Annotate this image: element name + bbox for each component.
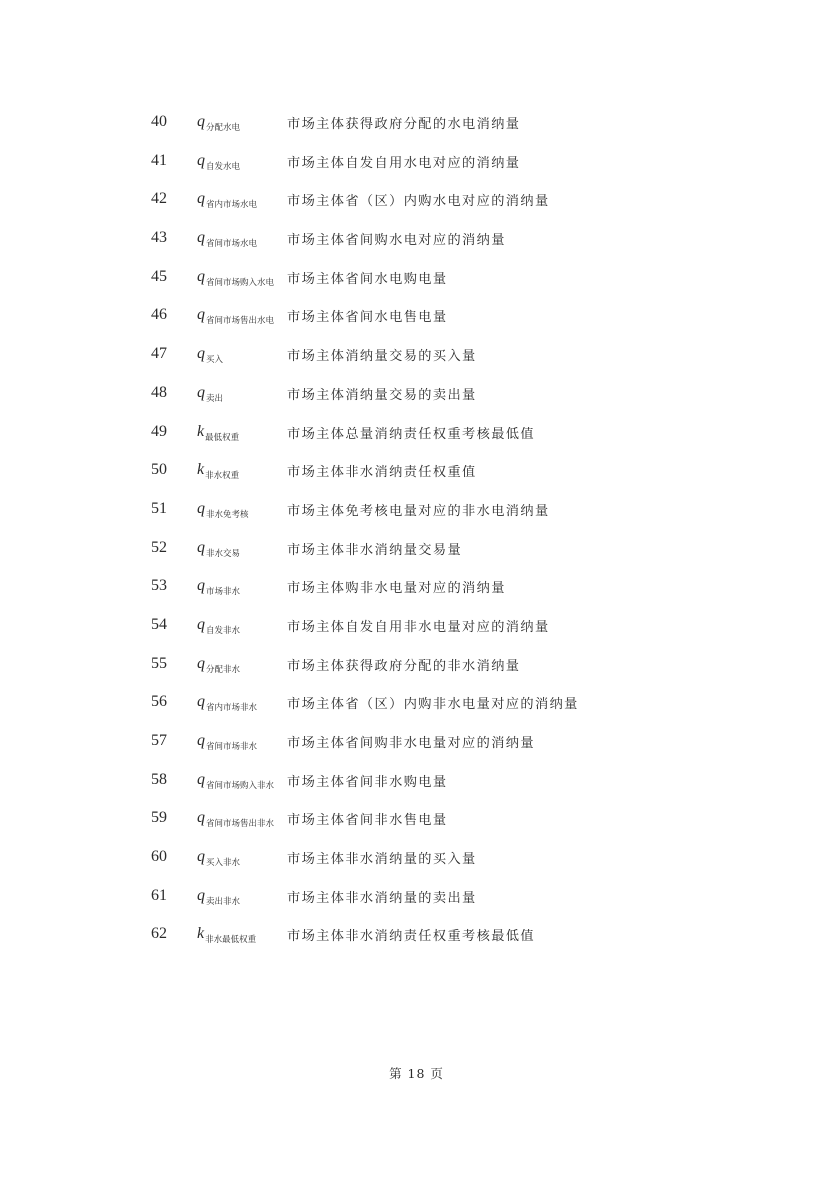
symbol-subscript: 省间市场购入非水 — [206, 780, 275, 791]
table-row — [0, 451, 833, 490]
symbol-base: q — [197, 770, 205, 788]
symbol-base: q — [197, 306, 205, 324]
table-row — [0, 645, 833, 684]
variable-symbol — [197, 152, 240, 170]
row-number: 48 — [151, 383, 167, 401]
row-number: 54 — [151, 615, 167, 633]
variable-symbol — [197, 423, 239, 441]
row-number: 40 — [151, 113, 167, 130]
symbol-subscript: 非水免考核 — [206, 509, 249, 520]
table-row — [0, 374, 833, 413]
symbol-base: q — [197, 693, 205, 711]
row-number: 60 — [151, 848, 167, 866]
variable-description: 市场主体省间水电购电量 — [287, 271, 448, 287]
variable-symbol — [197, 190, 258, 211]
symbol-subscript: 市场非水 — [206, 587, 241, 598]
symbol-base: q — [197, 499, 205, 517]
row-number: 53 — [151, 577, 167, 595]
variable-description: 市场主体省间非水售电量 — [287, 813, 448, 829]
variable-description: 市场主体消纳量交易的卖出量 — [287, 387, 477, 403]
row-number: 52 — [151, 538, 167, 556]
variable-symbol — [197, 577, 241, 598]
table-row — [0, 915, 833, 954]
symbol-base: q — [197, 615, 205, 633]
variable-symbol — [197, 229, 258, 250]
variable-symbol — [197, 384, 223, 402]
table-row — [0, 219, 833, 258]
variable-symbol — [197, 848, 241, 869]
variable-description: 市场主体省间水电售电量 — [287, 310, 448, 326]
symbol-base: q — [197, 113, 205, 130]
table-row — [0, 490, 833, 529]
symbol-subscript: 非水最低权重 — [205, 935, 257, 946]
row-number: 55 — [151, 654, 167, 672]
variable-symbol — [197, 771, 274, 789]
variable-description: 市场主体省间非水购电量 — [287, 774, 448, 790]
symbol-subscript: 省内市场水电 — [206, 200, 258, 211]
symbol-base: q — [197, 229, 205, 247]
table-row — [0, 103, 833, 142]
row-number: 61 — [151, 886, 167, 904]
row-number: 42 — [151, 190, 167, 208]
variable-description: 市场主体消纳量交易的买入量 — [287, 349, 477, 365]
variable-description: 市场主体自发自用非水电量对应的消纳量 — [287, 619, 550, 635]
table-row — [0, 413, 833, 452]
symbol-subscript: 自发非水 — [206, 625, 241, 636]
variable-description: 市场主体购非水电量对应的消纳量 — [287, 581, 506, 597]
symbol-subscript: 省间市场售出水电 — [206, 316, 275, 327]
table-row — [0, 606, 833, 645]
variable-symbol — [197, 306, 275, 327]
row-number: 46 — [151, 306, 167, 324]
symbol-subscript: 买入 — [206, 355, 224, 366]
symbol-base: q — [197, 886, 205, 904]
table-row — [0, 258, 833, 297]
table-row — [0, 877, 833, 916]
row-number: 56 — [151, 693, 167, 711]
table-row — [0, 683, 833, 722]
variable-symbol — [197, 655, 240, 673]
symbol-subscript: 卖出 — [206, 393, 224, 404]
variable-description: 市场主体自发自用水电对应的消纳量 — [287, 155, 521, 171]
variable-description: 市场主体省间购水电对应的消纳量 — [287, 233, 506, 249]
row-number: 58 — [151, 770, 167, 788]
row-number: 59 — [151, 809, 167, 827]
table-row — [0, 180, 833, 219]
symbol-base: q — [197, 848, 205, 866]
symbol-subscript: 非水权重 — [205, 471, 240, 482]
symbol-base: k — [197, 925, 205, 943]
variable-symbol — [197, 113, 240, 131]
symbol-subscript: 非水交易 — [206, 548, 241, 559]
row-number: 41 — [151, 151, 167, 169]
variable-description: 市场主体省（区）内购水电对应的消纳量 — [287, 194, 550, 210]
variable-description: 市场主体省间购非水电量对应的消纳量 — [287, 736, 535, 751]
symbol-base: k — [197, 461, 205, 479]
variable-symbol — [197, 925, 257, 946]
symbol-subscript: 卖出非水 — [206, 896, 241, 907]
symbol-subscript: 省内市场非水 — [206, 703, 258, 714]
row-number: 47 — [151, 345, 167, 363]
symbol-base: q — [197, 732, 205, 749]
table-row — [0, 567, 833, 606]
table-row — [0, 761, 833, 800]
variable-symbol — [197, 616, 240, 634]
row-number: 57 — [151, 732, 167, 749]
table-row — [0, 529, 833, 568]
variable-description: 市场主体非水消纳量的买入量 — [287, 852, 477, 868]
symbol-base: q — [197, 345, 205, 363]
symbol-subscript: 省间市场非水 — [206, 742, 258, 752]
variable-description: 市场主体总量消纳责任权重考核最低值 — [287, 426, 535, 442]
row-number: 49 — [151, 422, 167, 440]
row-number: 50 — [151, 461, 167, 479]
symbol-base: q — [197, 151, 205, 169]
symbol-base: q — [197, 809, 205, 827]
symbol-subscript: 分配水电 — [206, 123, 241, 133]
variable-symbol — [197, 268, 274, 286]
variable-symbol — [197, 887, 240, 905]
row-number: 45 — [151, 267, 167, 285]
variable-description: 市场主体获得政府分配的水电消纳量 — [287, 117, 521, 132]
symbol-base: q — [197, 267, 205, 285]
symbol-base: k — [197, 422, 205, 440]
variable-symbol — [197, 500, 249, 518]
symbol-subscript: 省间市场售出非水 — [206, 819, 275, 830]
variable-description: 市场主体免考核电量对应的非水电消纳量 — [287, 503, 550, 519]
table-row — [0, 722, 833, 761]
variable-symbol — [197, 809, 275, 830]
table-row — [0, 296, 833, 335]
symbol-subscript: 省间市场水电 — [206, 239, 258, 250]
variable-symbol — [197, 461, 240, 482]
variable-symbol — [197, 693, 258, 714]
symbol-subscript: 自发水电 — [206, 161, 241, 172]
row-number: 51 — [151, 499, 167, 517]
table-row — [0, 799, 833, 838]
variable-symbol — [197, 345, 224, 366]
table-row — [0, 142, 833, 181]
page-number: 第 18 页 — [389, 1066, 444, 1081]
symbol-base: q — [197, 383, 205, 401]
variable-description: 市场主体非水消纳责任权重考核最低值 — [287, 929, 535, 945]
row-number: 62 — [151, 925, 167, 943]
variable-symbol — [197, 732, 257, 750]
symbol-subscript: 买入非水 — [206, 858, 241, 869]
symbol-subscript: 省间市场购入水电 — [206, 277, 275, 288]
symbol-base: q — [197, 654, 205, 672]
variable-description: 市场主体非水消纳量的卖出量 — [287, 890, 477, 906]
symbol-base: q — [197, 538, 205, 556]
symbol-subscript: 分配非水 — [206, 664, 241, 675]
symbol-base: q — [197, 577, 205, 595]
row-number: 43 — [151, 229, 167, 247]
symbol-subscript: 最低权重 — [205, 432, 240, 443]
table-row — [0, 335, 833, 374]
variable-symbol — [197, 539, 240, 557]
variable-description: 市场主体获得政府分配的非水消纳量 — [287, 658, 521, 674]
variable-description: 市场主体非水消纳量交易量 — [287, 542, 463, 558]
symbol-table — [0, 103, 833, 954]
variable-description: 市场主体非水消纳责任权重值 — [287, 465, 477, 481]
symbol-base: q — [197, 190, 205, 208]
variable-description: 市场主体省（区）内购非水电量对应的消纳量 — [287, 697, 579, 713]
table-row — [0, 838, 833, 877]
